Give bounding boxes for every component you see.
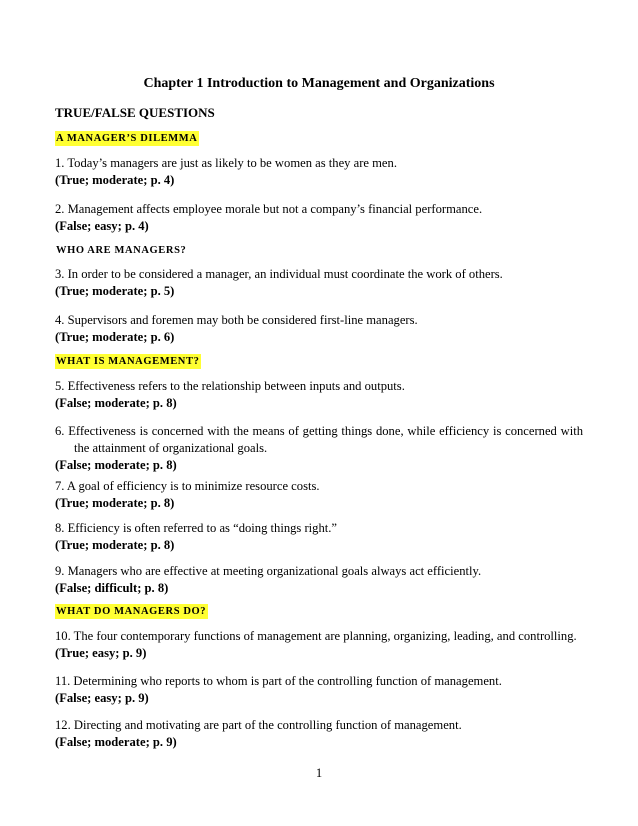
section-label: WHO ARE MANAGERS? [56, 245, 187, 256]
question-item [55, 520, 583, 554]
section-label: A MANAGER’S DILEMMA [56, 133, 198, 144]
question-item [55, 423, 583, 474]
question-item [55, 378, 583, 412]
question-item [55, 155, 583, 189]
question-item [55, 266, 583, 300]
question-answer: (True; easy; p. 9) [55, 646, 147, 660]
question-item [55, 717, 583, 751]
question-text: 5. Effectiveness refers to the relationship between inputs and outputs. [55, 379, 405, 393]
question-answer: (False; moderate; p. 8) [55, 396, 177, 410]
question-answer: (False; easy; p. 9) [55, 691, 149, 705]
question-text: 11. Determining who reports to whom is part of the controlling function of management. [55, 674, 502, 688]
question-text: 3. In order to be considered a manager, an individual must coordinate the work of others. [55, 267, 503, 281]
question-answer: (True; moderate; p. 8) [55, 538, 175, 552]
question-answer: (False; difficult; p. 8) [55, 581, 169, 595]
question-item [55, 673, 583, 707]
question-answer: (True; moderate; p. 8) [55, 496, 175, 510]
question-answer: (True; moderate; p. 4) [55, 173, 175, 187]
question-text: 7. A goal of efficiency is to minimize resource costs. [55, 479, 320, 493]
question-item [55, 201, 583, 235]
question-text: 9. Managers who are effective at meeting organizational goals always act efficiently. [55, 564, 482, 578]
document-title: Chapter 1 Introduction to Management and Organizations [143, 76, 495, 91]
question-answer: (True; moderate; p. 5) [55, 284, 175, 298]
section-label: WHAT DO MANAGERS DO? [56, 606, 207, 617]
question-text: 8. Efficiency is often referred to as “doing things right.” [55, 521, 337, 535]
question-text: 2. Management affects employee morale but not a company’s financial performance. [55, 202, 483, 216]
question-item [55, 628, 583, 662]
question-text: 6. Effectiveness is concerned with the means of getting things done, while efficiency is concerned with the attainment of organizational goals. [55, 424, 583, 455]
question-item [55, 563, 583, 597]
page-number: 1 [315, 766, 323, 780]
question-item [55, 312, 583, 346]
question-answer: (False; easy; p. 4) [55, 219, 149, 233]
question-text: 10. The four contemporary functions of management are planning, organizing, leading, and controlling. [55, 629, 577, 643]
section-label: WHAT IS MANAGEMENT? [56, 356, 200, 367]
question-text: 1. Today’s managers are just as likely to be women as they are men. [55, 156, 397, 170]
section-heading: TRUE/FALSE QUESTIONS [55, 105, 215, 120]
question-answer: (True; moderate; p. 6) [55, 330, 175, 344]
question-answer: (False; moderate; p. 9) [55, 735, 177, 749]
question-item [55, 478, 583, 512]
question-text: 12. Directing and motivating are part of the controlling function of management. [55, 718, 462, 732]
question-answer: (False; moderate; p. 8) [55, 458, 177, 472]
question-text: 4. Supervisors and foremen may both be considered first-line managers. [55, 313, 418, 327]
